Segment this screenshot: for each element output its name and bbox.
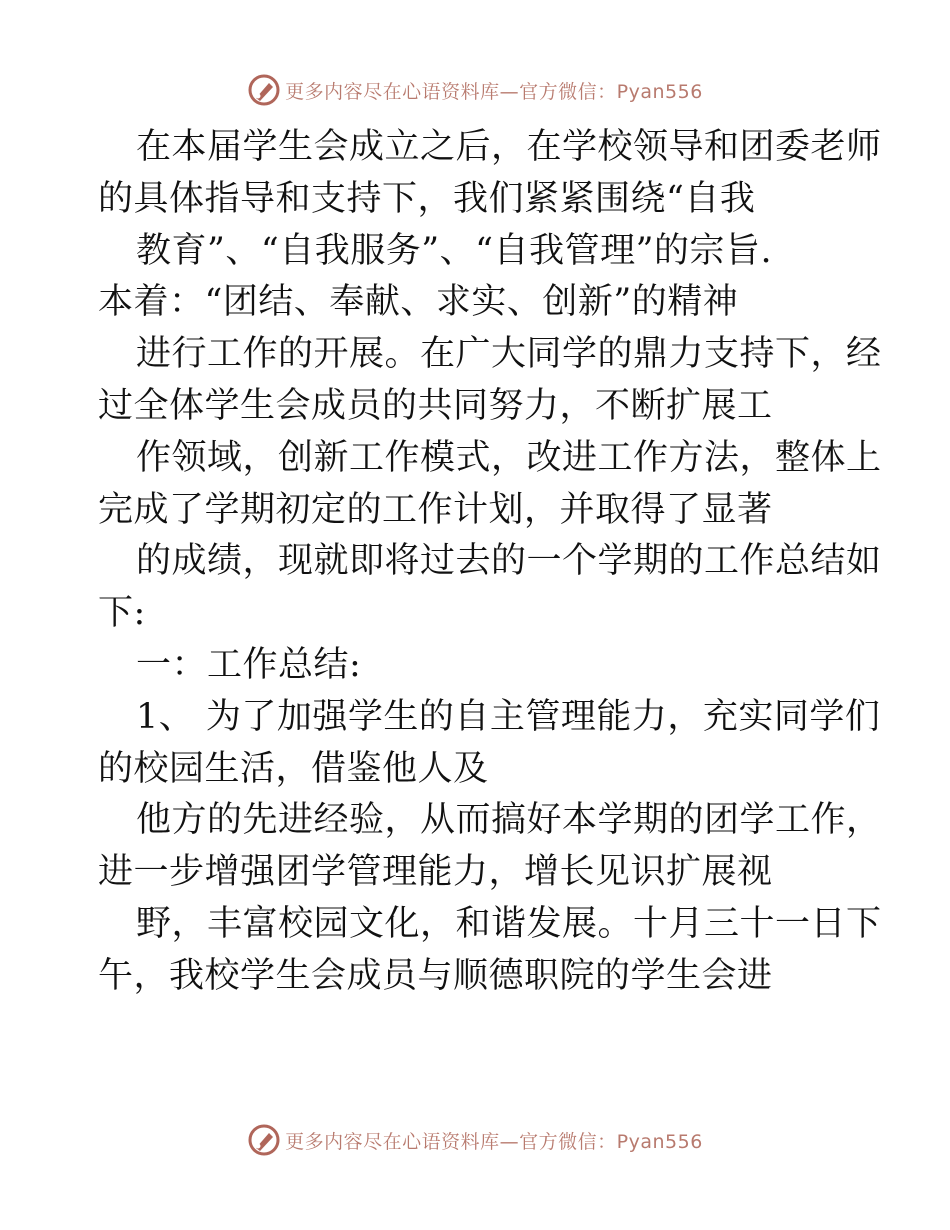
- pen-logo-icon: [247, 1123, 281, 1157]
- text-line: 教育”、“自我服务”、“自我管理”的宗旨.: [136, 230, 773, 271]
- header-watermark: [0, 70, 950, 110]
- text-line: 进一步增强团学管理能力，增长见识扩展视: [98, 852, 773, 893]
- footer-watermark: [0, 1120, 950, 1160]
- text-line: 本着：“团结、奉献、求实、创新”的精神: [98, 282, 739, 323]
- text-line: 完成了学期初定的工作计划，并取得了显著: [98, 489, 773, 530]
- text-line: 的校园生活，借鉴他人及: [98, 748, 489, 789]
- text-line: 作领域，创新工作模式，改进工作方法，整体上: [136, 437, 882, 478]
- footer-watermark-text: 更多内容尽在心语资料库—官方微信：Pyan556: [285, 1130, 703, 1153]
- document-body: [98, 122, 882, 1003]
- text-line: 进行工作的开展。在广大同学的鼎力支持下，经: [136, 334, 882, 375]
- pen-logo-icon: [247, 73, 281, 107]
- text-line: 的成绩，现就即将过去的一个学期的工作总结如: [136, 541, 882, 582]
- text-line: 野，丰富校园文化，和谐发展。十月三十一日下: [136, 903, 882, 944]
- section-heading: 一：工作总结:: [136, 644, 362, 685]
- text-line: 午，我校学生会成员与顺德职院的学生会进: [98, 955, 773, 996]
- text-line: 下:: [98, 593, 146, 634]
- text-line: 过全体学生会成员的共同努力，不断扩展工: [98, 385, 773, 426]
- text-line: 他方的先进经验，从而搞好本学期的团学工作，: [136, 800, 882, 841]
- text-line: 在本届学生会成立之后，在学校领导和团委老师: [136, 127, 882, 167]
- header-watermark-text: 更多内容尽在心语资料库—官方微信：Pyan556: [285, 80, 703, 103]
- text-line: 1、 为了加强学生的自主管理能力，充实同学们: [136, 696, 881, 737]
- text-line: 的具体指导和支持下，我们紧紧围绕“自我: [98, 178, 756, 219]
